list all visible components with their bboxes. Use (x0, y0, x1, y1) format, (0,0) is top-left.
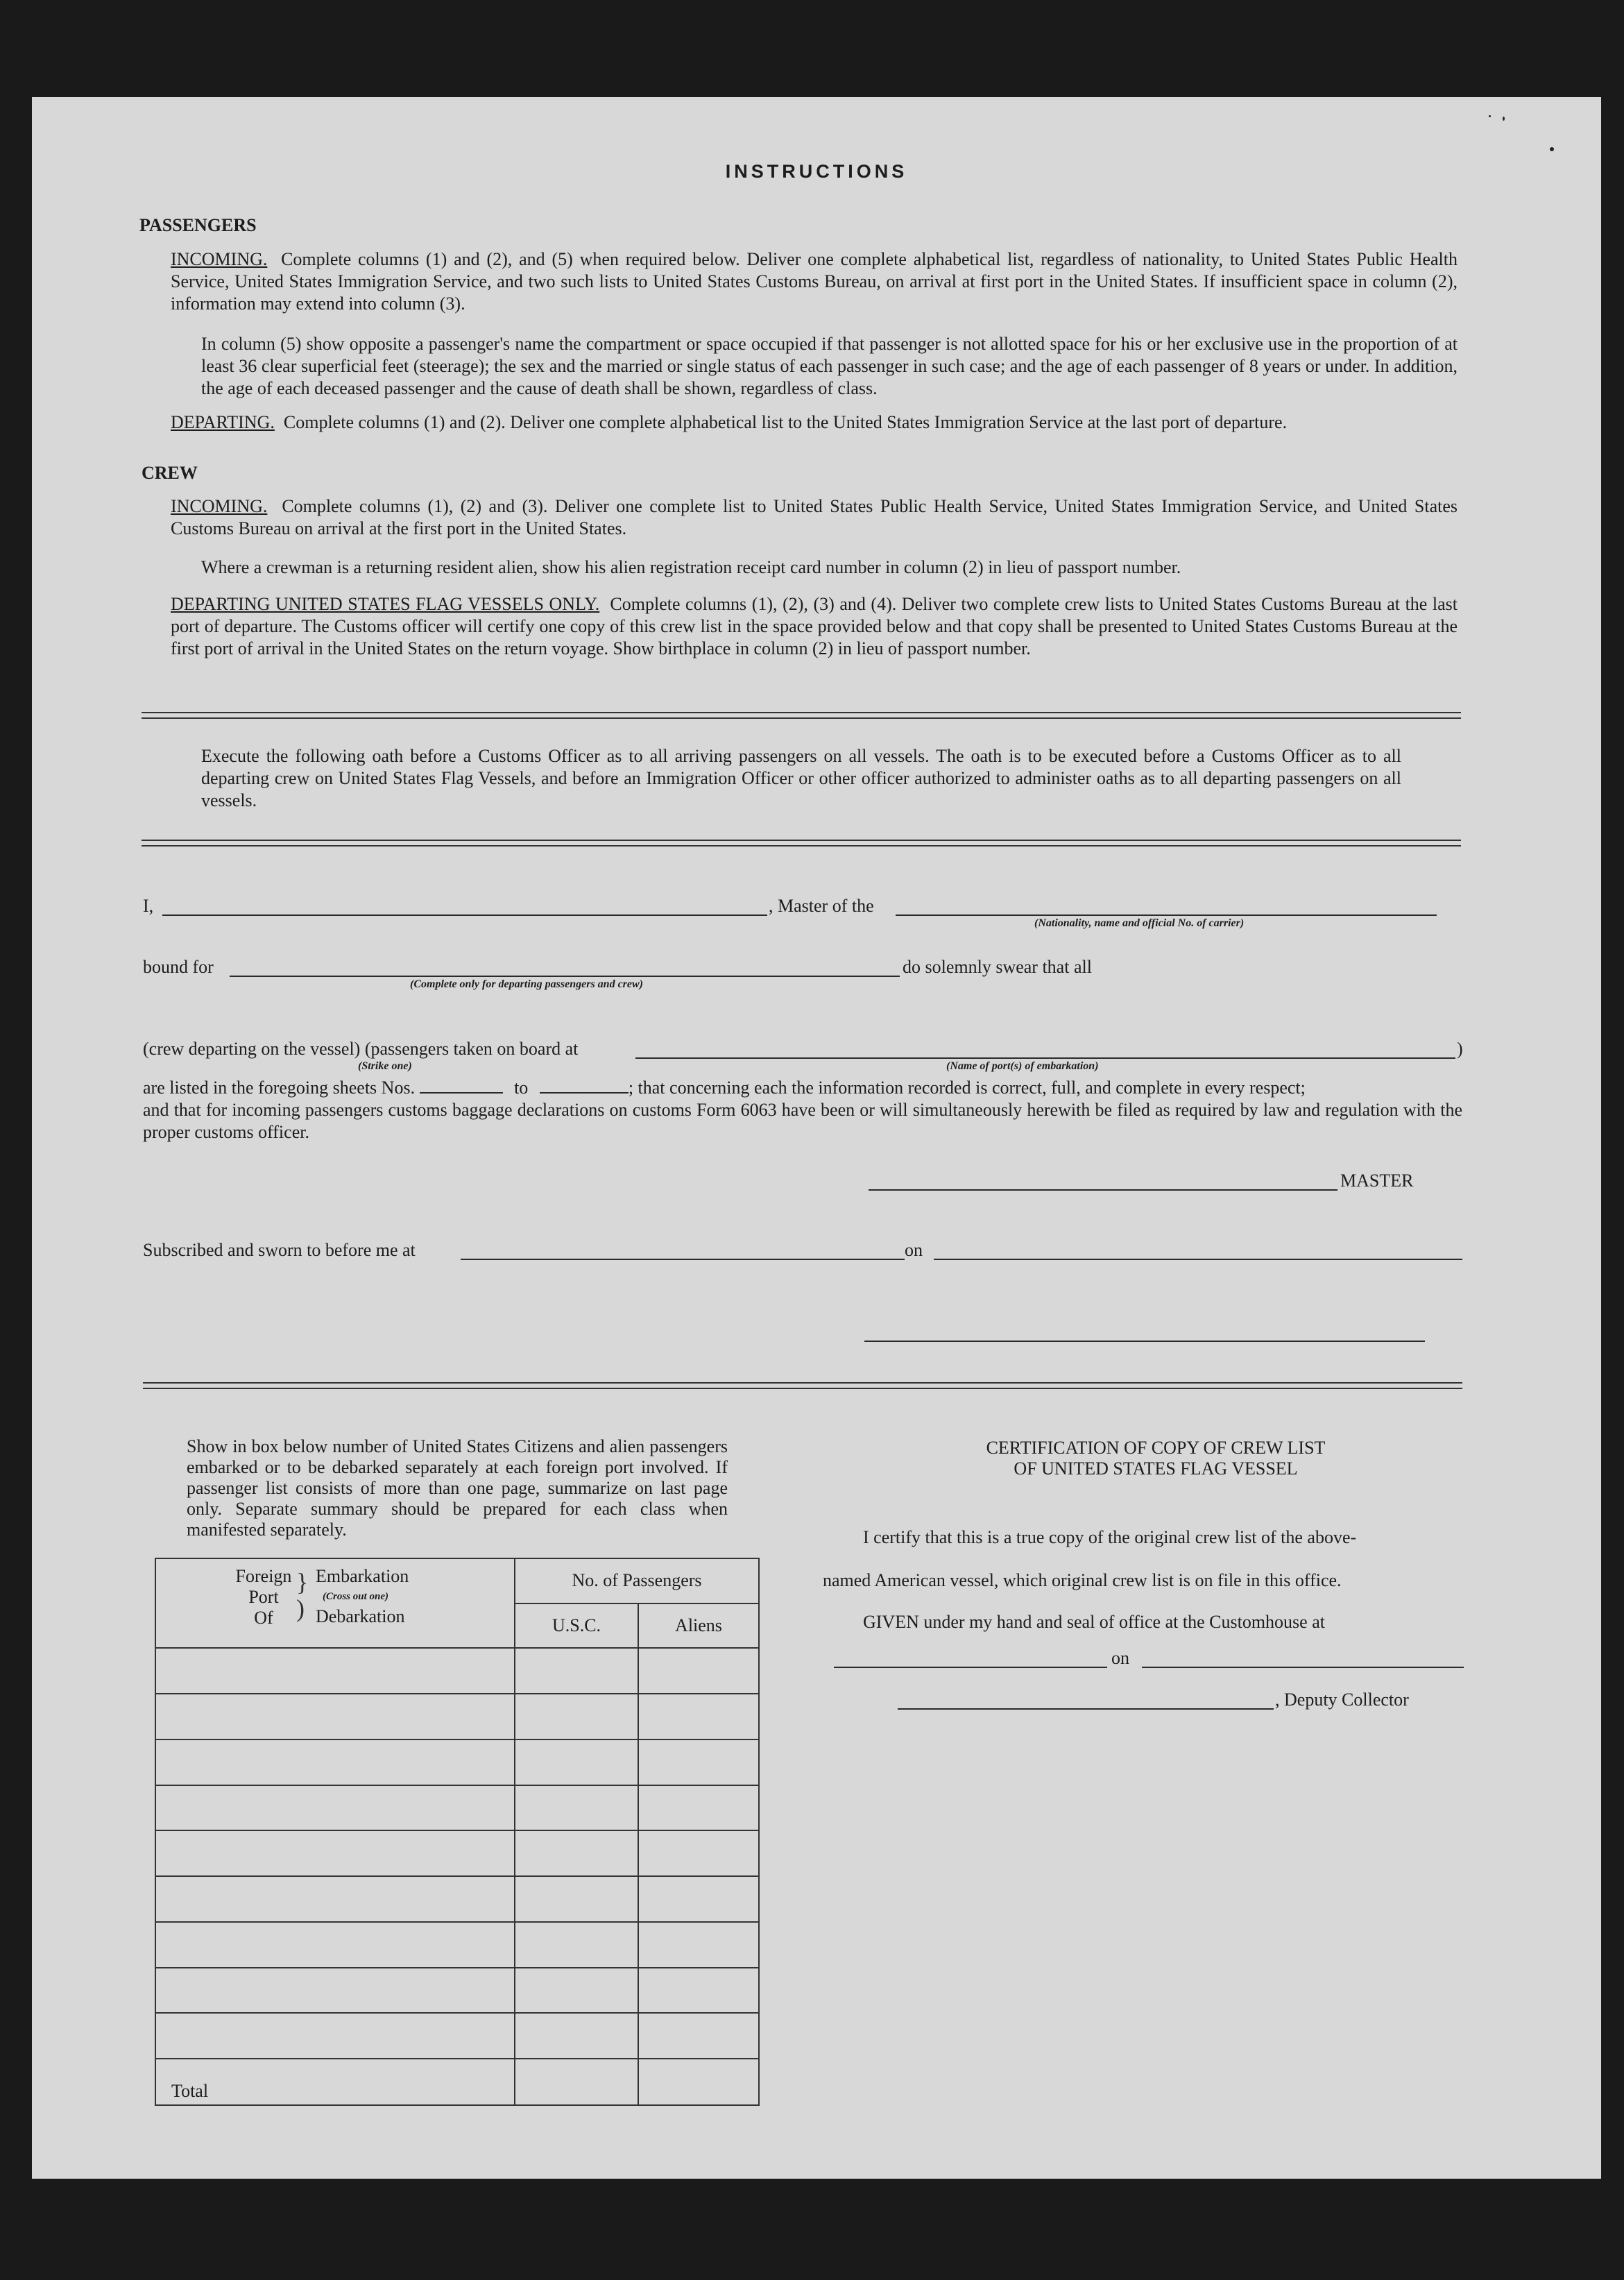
debarkation-label: Debarkation (316, 1606, 405, 1626)
aliens-total-cell[interactable] (638, 2059, 759, 2105)
port-caption: (Name of port(s) of embarkation) (946, 1060, 1099, 1072)
table-row (155, 1922, 759, 1968)
usc-header: U.S.C. (515, 1603, 638, 1649)
swear-label: do solemnly swear that all (903, 957, 1092, 977)
port-cell[interactable] (155, 1785, 515, 1831)
bound-for-label: bound for (143, 957, 214, 977)
listed-rest: ; that concerning each the information recorded is correct, full, and complete in every respect; (628, 1078, 1306, 1098)
certify-line1: I certify that this is a true copy of the original crew list of the above- (863, 1527, 1357, 1547)
table-row (155, 2013, 759, 2059)
total-row (155, 2059, 759, 2105)
usc-cell[interactable] (515, 1694, 638, 1739)
strike-one-caption: (Strike one) (358, 1060, 412, 1072)
port-cell[interactable] (155, 1830, 515, 1876)
summary-intro: Show in box below number of United States Citizens and alien passengers embarked or to be debarked separately at each foreign port involved. If passenger list consists of more than one page, summarize on last page only. Separate summary should be prepared for each class when manifested separately. (187, 1436, 728, 1540)
customhouse-field[interactable] (834, 1667, 1107, 1668)
subscribed-place-field[interactable] (461, 1259, 905, 1260)
aliens-cell[interactable] (638, 1694, 759, 1739)
crew-incoming-text: Complete columns (1), (2) and (3). Deliver one complete list to United States Public Health Service, United States Immigration Service, and United States Customs Bureau on arrival at the first port in the United States. (171, 496, 1458, 538)
usc-total-cell[interactable] (515, 2059, 638, 2105)
close-paren: ) (1457, 1039, 1463, 1059)
master-signature-field[interactable] (869, 1189, 1337, 1191)
sheet-to-field[interactable] (540, 1077, 629, 1094)
port-label: Port (248, 1587, 279, 1607)
cross-out-label: (Cross out one) (323, 1591, 389, 1602)
usc-cell[interactable] (515, 1876, 638, 1922)
port-cell[interactable] (155, 1968, 515, 2014)
section-divider (143, 1382, 1462, 1389)
passengers-incoming-text: Complete columns (1) and (2), and (5) when required below. Deliver one complete alphabetical list, regardless of nationality, to United States Public Health Service, United States Immigration Service, and two such lists to United States Customs Bureau, on arrival at first port in the United States. If insufficient space in column (2), information may extend into column (3). (171, 249, 1458, 314)
crew-departing-paragraph (171, 593, 1458, 660)
usc-cell[interactable] (515, 1785, 638, 1831)
table-row (155, 1968, 759, 2014)
passengers-departing-text: Complete columns (1) and (2). Deliver one complete alphabetical list to the United States Immigration Service at the last port of departure. (283, 412, 1288, 432)
total-label: Total (155, 2059, 515, 2105)
section-divider (142, 712, 1461, 719)
speck (1489, 115, 1491, 117)
no-passengers-header: No. of Passengers (515, 1558, 759, 1603)
bound-for-field[interactable] (230, 976, 900, 977)
aliens-cell[interactable] (638, 1830, 759, 1876)
subscribed-date-field[interactable] (934, 1259, 1462, 1260)
embarkation-label: Embarkation (316, 1566, 409, 1586)
port-embarkation-field[interactable] (635, 1057, 1455, 1059)
aliens-cell[interactable] (638, 1648, 759, 1694)
crew-incoming-paragraph (171, 495, 1458, 540)
aliens-cell[interactable] (638, 1968, 759, 2014)
nationality-caption: (Nationality, name and official No. of carrier) (1034, 917, 1245, 929)
listed-line (143, 1077, 1462, 1099)
port-cell[interactable] (155, 1739, 515, 1785)
master-name-field[interactable] (162, 914, 767, 916)
officer-signature-field[interactable] (864, 1341, 1425, 1342)
foreign-port-header (155, 1558, 515, 1648)
aliens-header: Aliens (638, 1603, 759, 1649)
aliens-cell[interactable] (638, 1876, 759, 1922)
port-cell[interactable] (155, 1648, 515, 1694)
crew-departing-text: Complete columns (1), (2), (3) and (4). Deliver two complete crew lists to United States Customs Bureau at the last port of departure. The Customs officer will certify one copy of this crew list in the space provided below and that copy shall be presented to United States Customs Bureau at the first port of arrival in the United States on the return voyage. Show birthplace in column (2) in lieu of passport number. (171, 594, 1458, 658)
passengers-heading: PASSENGERS (139, 215, 257, 235)
listed-prefix: are listed in the foregoing sheets Nos. (143, 1078, 416, 1098)
of-label: Of (254, 1608, 273, 1628)
port-cell[interactable] (155, 2013, 515, 2059)
cert-date-field[interactable] (1142, 1667, 1464, 1668)
certification-title (809, 1438, 1503, 1479)
table-row (155, 1785, 759, 1831)
section-divider (142, 840, 1461, 847)
speck (1503, 117, 1505, 121)
page-title: INSTRUCTIONS (725, 161, 908, 182)
table-row (155, 1830, 759, 1876)
certify-line2: named American vessel, which original crew list is on file in this office. (823, 1570, 1342, 1590)
listed-continuation: and that for incoming passengers customs baggage declarations on customs Form 6063 have been or will simultaneously herewith be filed as required by law and regulation with the proper customs officer. (143, 1100, 1462, 1142)
speck (1550, 147, 1554, 151)
table-row (155, 1739, 759, 1785)
passenger-summary-table (155, 1558, 760, 2106)
usc-cell[interactable] (515, 1968, 638, 2014)
crew-departing-strike-label: (crew departing on the vessel) (passengers taken on board at (143, 1039, 579, 1059)
passengers-departing-label: DEPARTING. (171, 412, 275, 432)
deputy-collector-label: , Deputy Collector (1275, 1690, 1409, 1710)
foreign-label: Foreign (235, 1566, 292, 1586)
column5-paragraph: In column (5) show opposite a passenger's name the compartment or space occupied if that passenger is not allotted space for his or her exclusive use in the proportion of at least 36 clear superficial feet (steerage); the sex and the married or single status of each passenger in such case; and the age of each passenger of 8 years or under. In addition, the age of each deceased passenger and the cause of death shall be shown, regardless of class. (201, 334, 1458, 398)
subscribed-on-label: on (905, 1240, 923, 1260)
given-line: GIVEN under my hand and seal of office at the Customhouse at (863, 1612, 1325, 1632)
usc-cell[interactable] (515, 2013, 638, 2059)
deputy-signature-field[interactable] (898, 1708, 1274, 1710)
subscribed-label: Subscribed and sworn to before me at (143, 1240, 416, 1260)
aliens-cell[interactable] (638, 1922, 759, 1968)
crew-incoming-label: INCOMING. (171, 496, 268, 516)
certification-title-line1: CERTIFICATION OF COPY OF CREW LIST (986, 1438, 1326, 1458)
bound-caption: (Complete only for departing passengers and crew) (410, 978, 643, 990)
master-of-the-label: , Master of the (769, 896, 874, 916)
usc-cell[interactable] (515, 1648, 638, 1694)
passengers-incoming-paragraph (171, 248, 1458, 315)
port-cell[interactable] (155, 1922, 515, 1968)
port-cell[interactable] (155, 1876, 515, 1922)
aliens-cell[interactable] (638, 1739, 759, 1785)
crew-heading: CREW (142, 463, 198, 483)
oath-instruction: Execute the following oath before a Customs Officer as to all arriving passengers on all vessels. The oath is to be executed before a Customs Officer as to all departing crew on United States Flag Vessels, and before an Immigration Officer or other officer authorized to administer oaths as to all departing passengers on all vessels. (201, 746, 1401, 810)
usc-cell[interactable] (515, 1830, 638, 1876)
sheet-from-field[interactable] (420, 1077, 503, 1094)
carrier-field[interactable] (896, 914, 1437, 916)
crew-returning-paragraph: Where a crewman is a returning resident alien, show his alien registration receipt card number in column (2) in lieu of passport number. (201, 557, 1181, 577)
passengers-departing-paragraph (171, 411, 1458, 434)
to-word: to (514, 1078, 529, 1098)
aliens-cell[interactable] (638, 2013, 759, 2059)
passengers-incoming-label: INCOMING. (171, 249, 268, 269)
master-label: MASTER (1340, 1171, 1414, 1191)
aliens-cell[interactable] (638, 1785, 759, 1831)
usc-cell[interactable] (515, 1739, 638, 1785)
usc-cell[interactable] (515, 1922, 638, 1968)
table-row (155, 1648, 759, 1694)
oath-i-label: I, (143, 896, 154, 916)
port-cell[interactable] (155, 1694, 515, 1739)
table-row (155, 1876, 759, 1922)
table-row (155, 1694, 759, 1739)
form-sheet (32, 97, 1601, 2179)
crew-departing-label: DEPARTING UNITED STATES FLAG VESSELS ONLY. (171, 594, 600, 614)
cert-on-label: on (1111, 1648, 1129, 1668)
brace-glyph: } ) (296, 1568, 309, 1622)
certification-title-line2: OF UNITED STATES FLAG VESSEL (1014, 1458, 1298, 1479)
